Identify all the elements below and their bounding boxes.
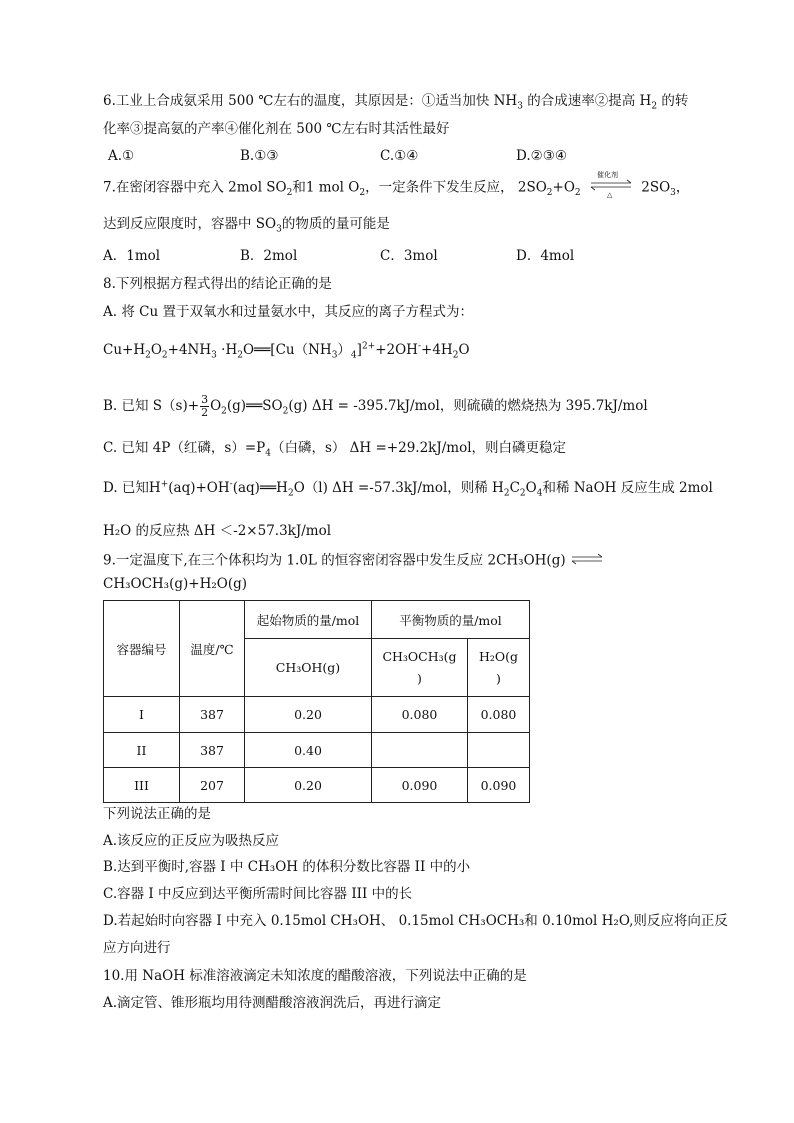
cell-temp: 207 [180, 768, 245, 803]
table-row [104, 733, 530, 768]
q6-option-d: D.②③④ [516, 148, 567, 164]
q9-option-d-line2: 应方向进行 [103, 940, 171, 956]
reversible-arrow-icon: 催化剂 △ [585, 180, 637, 196]
cell-id: I [104, 697, 180, 733]
header-h2o: H₂O(g ) [468, 639, 530, 697]
q9-line2: CH₃OCH₃(g)+H₂O(g) [103, 576, 248, 592]
cell-id: III [104, 768, 180, 803]
q9-option-c: C.容器 I 中反应到达平衡所需时间比容器 III 中的长 [103, 886, 413, 902]
q9-option-d: D.若起始时向容器 I 中充入 0.15mol CH₃OH、 0.15mol CH₃OCH₃和 0.10mol H₂O,则反应将向正反 [103, 913, 728, 929]
header-ch3oh: CH₃OH(g) [245, 639, 372, 697]
q9-option-b: B.达到平衡时,容器 I 中 CH₃OH 的体积分数比容器 II 中的小 [103, 859, 471, 875]
q7-option-a: A．1mol [103, 248, 161, 264]
q9-line1: 9.一定温度下,在三个体积均为 1.0L 的恒容密闭容器中发生反应 2CH₃OH(g) [103, 553, 604, 569]
q8-option-c: C. 已知 4P（红磷，$s)=P_4$（白磷，s） ΔH =+29.2kJ/mol，则白磷更稳定 [103, 440, 567, 459]
q8-option-a-equation: $Cu+H_2O_2+4NH_3$ $\cdot H_2O══[Cu(NH_3)_4]^{2+}+2OH^-+4H_2O$ [103, 341, 470, 361]
table-row [104, 768, 530, 803]
cell-ether: 0.080 [372, 697, 468, 733]
q6-line1: 6.工业上合成氨采用 500 ℃左右的温度，其原因是：①适当加快 $NH_3$ 的合成速率②提高 $H_2$ 的转 [103, 93, 689, 112]
q9-prompt: 下列说法正确的是 [103, 806, 211, 822]
cell-id: II [104, 733, 180, 768]
q6-line2: 化率③提高氨的产率④催化剂在 500 ℃左右时其活性最好 [103, 121, 450, 137]
header-container-id: 容器编号 [104, 601, 180, 697]
q10-option-a: A.滴定管、锥形瓶均用待测醋酸溶液润洗后，再进行滴定 [103, 995, 442, 1011]
q9-option-a: A.该反应的正反应为吸热反应 [103, 833, 280, 849]
q8-option-d-line2: H₂O 的反应热 ΔH ＜-2×57.3kJ/mol [103, 523, 332, 539]
header-temperature: 温度/℃ [180, 601, 245, 697]
cell-start: 0.20 [245, 697, 372, 733]
cell-start: 0.40 [245, 733, 372, 768]
q7-option-c: C．3mol [380, 248, 438, 264]
header-ch3och3: CH₃OCH₃(g ) [372, 639, 468, 697]
equilibrium-arrow-icon [570, 553, 604, 569]
q6-option-c: C.①④ [380, 148, 419, 164]
q7-line1: 7.在密闭容器中充入 2mol $SO_2$和1 mol $O_2$，一定条件下发生反应， $2SO_2+O_2$ 催化剂 △ $2SO_3$， [103, 171, 690, 199]
cell-water: 0.090 [468, 768, 530, 803]
cell-water [468, 733, 530, 768]
q7-option-b: B．2mol [240, 248, 298, 264]
cell-start: 0.20 [245, 768, 372, 803]
header-equilibrium-amount: 平衡物质的量/mol [372, 601, 530, 639]
q7-line2: 达到反应限度时，容器中 $SO_3$的物质的量可能是 [103, 216, 390, 235]
q8-option-a: A. 将 Cu 置于双氧水和过量氨水中，其反应的离子方程式为： [103, 304, 473, 320]
q8-option-b: B. 已知 S（s)+ $\frac{3}{2}$ $O_2(g)══SO_2(g) \Delta H = -395.7kJ/mol$，则硫磺的燃烧热为 395.7kJ/mol [103, 393, 648, 419]
q10-stem: 10.用 NaOH 标准溶液滴定未知浓度的醋酸溶液，下列说法中正确的是 [103, 968, 527, 984]
q6-option-b: B.①③ [240, 148, 279, 164]
q8-stem: 8.下列根据方程式得出的结论正确的是 [103, 276, 332, 292]
cell-water: 0.080 [468, 697, 530, 733]
cell-temp: 387 [180, 733, 245, 768]
q6-option-a: A.① [108, 148, 135, 164]
q8-option-d: D. 已知$H^+(aq)+OH^-(aq)══H_2O(l)$ ΔH =-57.3kJ/mol，则稀 $H_2C_2O_4$和稀 NaOH 反应生成 2mol [103, 479, 713, 499]
equilibrium-table [103, 600, 530, 803]
header-start-amount: 起始物质的量/mol [245, 601, 372, 639]
cell-ether [372, 733, 468, 768]
table-row [104, 697, 530, 733]
cell-ether: 0.090 [372, 768, 468, 803]
q7-option-d: D．4mol [516, 248, 575, 264]
fraction-three-halves: $\frac{3}{2}$ [201, 393, 209, 419]
cell-temp: 387 [180, 697, 245, 733]
